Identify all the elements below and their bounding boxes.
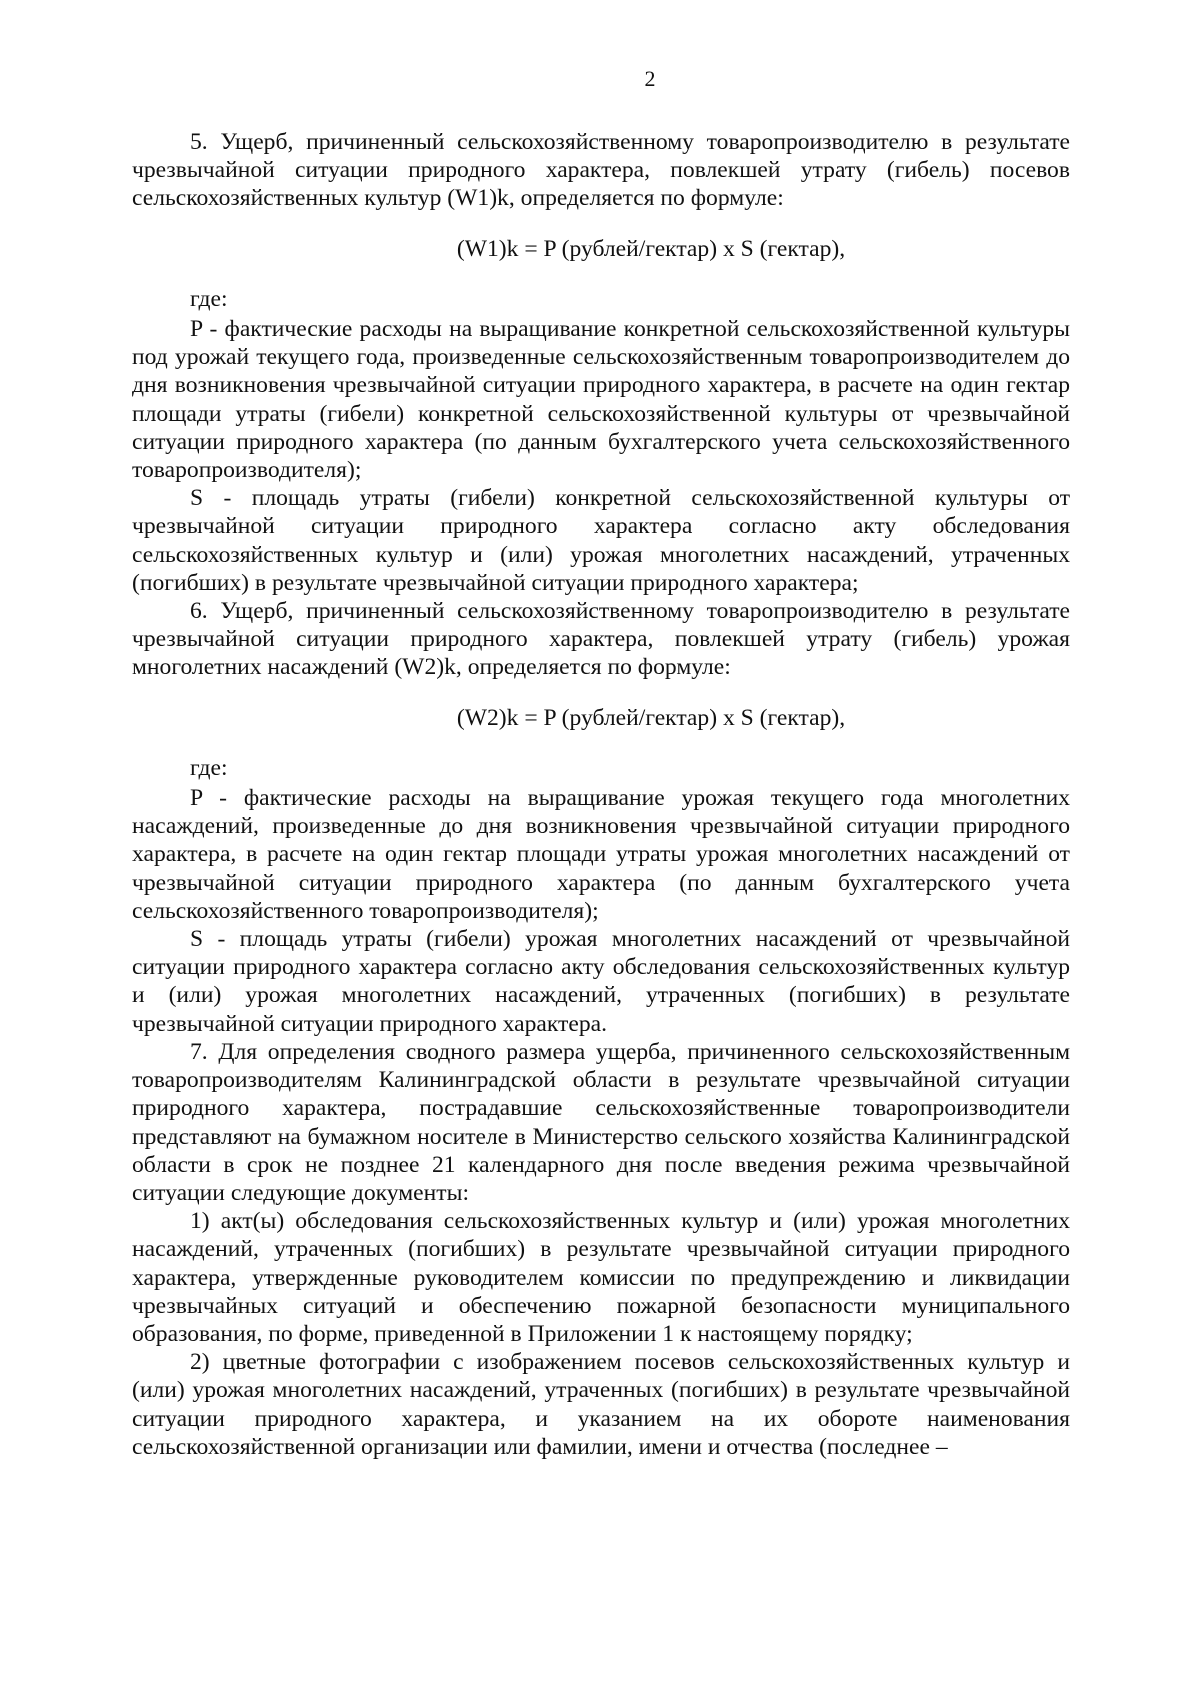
formula-w1: (W1)k = P (рублей/гектар) x S (гектар), [456, 235, 846, 262]
page-number: 2 [644, 66, 656, 91]
definition-p-2: P - фактические расходы на выращивание урожая текущего года многолетних насаждений, произведенные до дня возникновения чрезвычайной ситуации природного характера, в расчете на один гектар площади утраты урожая многолетних насаждений от чрезвычайной ситуации природного характера (по данным бухгалтерского учета сельскохозяйственного товаропроизводителя); [132, 785, 1070, 924]
paragraph-5: 5. Ущерб, причиненный сельскохозяйственному товаропроизводителю в результате чрезвычайной ситуации природного характера, повлекшей утрату (гибель) посевов сельскохозяйственных культур (W1)k, определяется по формуле: [132, 129, 1070, 212]
definition-p-1: P - фактические расходы на выращивание конкретной сельскохозяйственной культуры под урожай текущего года, произведенные сельскохозяйственным товаропроизводителем до дня возникновения чрезвычайной ситуации природного характера, в расчете на один гектар площади утраты (гибели) конкретной сельскохозяйственной культуры от чрезвычайной ситуации природного характера (по данным бухгалтерского учета сельскохозяйственного товаропроизводителя); [132, 316, 1070, 484]
where-label-1: где: [190, 285, 228, 312]
paragraph-6: 6. Ущерб, причиненный сельскохозяйственному товаропроизводителю в результате чрезвычайной ситуации природного характера, повлекшей утрату (гибель) урожая многолетних насаждений (W2)k, определяется по формуле: [132, 598, 1070, 681]
paragraph-7-item-2: 2) цветные фотографии с изображением посевов сельскохозяйственных культур и (или) урожая многолетних насаждений, утраченных (погибших) в результате чрезвычайной ситуации природного характера, и указанием на их обороте наименования сельскохозяйственной организации или фамилии, имени и отчества (последнее – [132, 1349, 1070, 1460]
document-body [132, 128, 1070, 1461]
definition-s-1: S - площадь утраты (гибели) конкретной сельскохозяйственной культуры от чрезвычайной ситуации природного характера согласно акту обследования сельскохозяйственных культур и (или) урожая многолетних насаждений, утраченных (погибших) в результате чрезвычайной ситуации природного характера; [132, 485, 1070, 596]
paragraph-7: 7. Для определения сводного размера ущерба, причиненного сельскохозяйственным товаропроизводителям Калининградской области в результате чрезвычайной ситуации природного характера, пострадавшие сельскохозяйственные товаропроизводители представляют на бумажном носителе в Министерство сельского хозяйства Калининградской области в срок не позднее 21 календарного дня после введения режима чрезвычайной ситуации следующие документы: [132, 1038, 1070, 1206]
definition-s-2: S - площадь утраты (гибели) урожая многолетних насаждений от чрезвычайной ситуации природного характера согласно акту обследования сельскохозяйственных культур и (или) урожая многолетних насаждений, утраченных (погибших) в результате чрезвычайной ситуации природного характера. [132, 926, 1070, 1037]
paragraph-7-item-1: 1) акт(ы) обследования сельскохозяйственных культур и (или) урожая многолетних насаждений, утраченных (погибших) в результате чрезвычайной ситуации природного характера, утвержденные руководителем комиссии по предупреждению и ликвидации чрезвычайных ситуаций и обеспечению пожарной безопасности муниципального образования, по форме, приведенной в Приложении 1 к настоящему порядку; [132, 1208, 1070, 1347]
formula-w2: (W2)k = P (рублей/гектар) x S (гектар), [456, 704, 846, 731]
where-label-2: где: [190, 754, 228, 781]
